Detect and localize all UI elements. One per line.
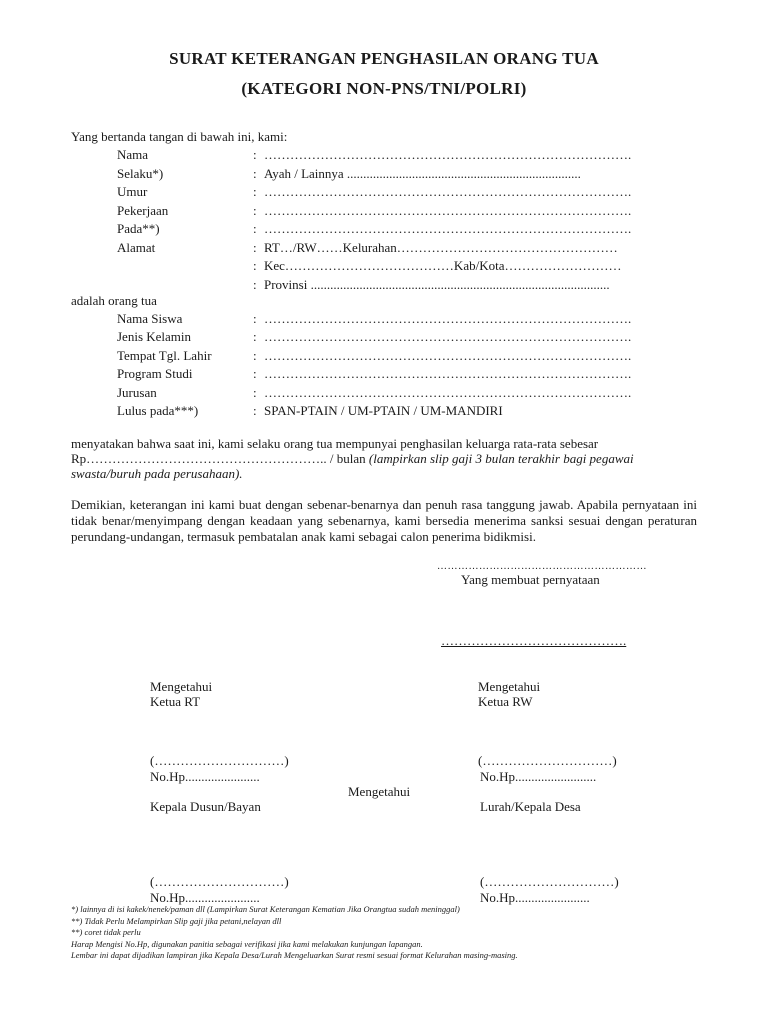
document-subtitle: (KATEGORI NON-PNS/TNI/POLRI)	[241, 79, 527, 98]
rw-name-line[interactable]: (…………………………)	[478, 753, 617, 768]
field-colon: :	[253, 240, 257, 255]
field-value[interactable]: ………………………………………………………………………….	[264, 366, 632, 381]
field-value[interactable]: Ayah / Lainnya ........................................................................	[264, 166, 581, 181]
field-value[interactable]: ………………………………………………………………………….	[264, 311, 632, 326]
center-head: Mengetahui	[348, 784, 411, 799]
field-value[interactable]: Kec…………………………………Kab/Kota………………………	[264, 258, 622, 273]
date-place-line[interactable]: ……………………………………………………	[437, 561, 647, 572]
document-title: SURAT KETERANGAN PENGHASILAN ORANG TUA	[169, 49, 599, 68]
rw-head: Mengetahui	[478, 679, 541, 694]
desa-phone[interactable]: No.Hp.......................	[480, 890, 590, 905]
footnotes	[71, 904, 518, 962]
field-colon: :	[253, 366, 257, 381]
footnote: **) coret tidak perlu	[71, 927, 141, 937]
rt-phone[interactable]: No.Hp.......................	[150, 769, 260, 784]
field-colon: :	[253, 166, 257, 181]
field-colon: :	[253, 147, 257, 162]
field-colon: :	[253, 221, 257, 236]
field-colon: :	[253, 203, 257, 218]
field-label: Umur	[117, 184, 148, 199]
field-label: Nama	[117, 147, 149, 162]
desa-role: Lurah/Kepala Desa	[480, 799, 581, 814]
rt-head: Mengetahui	[150, 679, 213, 694]
rt-role: Ketua RT	[150, 694, 201, 709]
intro-text: Yang bertanda tangan di bawah ini, kami:	[71, 129, 288, 144]
parent-of-text: adalah orang tua	[71, 293, 157, 308]
income-statement-note: (lampirkan slip gaji 3 bulan terakhir bagi pegawai swasta/buruh pada perusahaan).	[71, 451, 634, 481]
field-colon: :	[253, 348, 257, 363]
field-label: Lulus pada***)	[117, 403, 199, 418]
rw-phone[interactable]: No.Hp.........................	[480, 769, 597, 784]
field-colon: :	[253, 385, 257, 400]
rw-role: Ketua RW	[478, 694, 533, 709]
field-label: Nama Siswa	[117, 311, 183, 326]
field-label: Jurusan	[117, 385, 157, 400]
dusun-name-line[interactable]: (…………………………)	[150, 874, 289, 889]
footnote: Harap Mengisi No.Hp, digunakan panitia sebagai verifikasi jika kami melakukan kunjungan lapangan.	[71, 938, 423, 949]
desa-name-line[interactable]: (…………………………)	[480, 874, 619, 889]
footnote: **) Tidak Perlu Melampirkan Slip gaji jika petani,nelayan dll	[71, 915, 282, 926]
maker-label: Yang membuat pernyataan	[461, 572, 600, 587]
field-label: Pekerjaan	[117, 203, 169, 218]
field-value[interactable]: ………………………………………………………………………….	[264, 184, 632, 199]
field-value[interactable]: ………………………………………………………………………….	[264, 329, 632, 344]
field-value[interactable]: ………………………………………………………………………….	[264, 221, 632, 236]
field-label: Pada**)	[117, 221, 160, 236]
income-statement	[71, 436, 697, 481]
field-colon: :	[253, 403, 257, 418]
field-value[interactable]: RT…/RW……Kelurahan……………………………………………	[264, 240, 618, 255]
footnote: Lembar ini dapat dijadikan lampiran jika Kepala Desa/Lurah Mengeluarkan Surat resmi sesuai format Kelurahan masing-masing.	[71, 950, 518, 960]
field-label: Alamat	[117, 240, 156, 255]
field-colon: :	[253, 329, 257, 344]
field-label: Selaku*)	[117, 166, 164, 181]
field-label: Tempat Tgl. Lahir	[117, 348, 212, 363]
income-statement-text: menyatakan bahwa saat ini, kami selaku orang tua mempunyai penghasilan keluarga rata-rata sebesar Rp……………………………………………….. / bulan	[71, 436, 599, 466]
field-value[interactable]: SPAN-PTAIN / UM-PTAIN / UM-MANDIRI	[264, 403, 503, 418]
field-value[interactable]: ………………………………………………………………………….	[264, 147, 632, 162]
field-value[interactable]: ………………………………………………………………………….	[264, 203, 632, 218]
dusun-role: Kepala Dusun/Bayan	[150, 799, 261, 814]
field-colon: :	[253, 258, 257, 273]
field-colon: :	[253, 184, 257, 199]
field-label: Program Studi	[117, 366, 193, 381]
field-colon: :	[253, 311, 257, 326]
field-value[interactable]: ………………………………………………………………………….	[264, 385, 632, 400]
rt-name-line[interactable]: (…………………………)	[150, 753, 289, 768]
field-colon: :	[253, 277, 257, 292]
dusun-phone[interactable]: No.Hp.......................	[150, 890, 260, 905]
field-value[interactable]: ………………………………………………………………………….	[264, 348, 632, 363]
footnote: *) lainnya di isi kakek/nenek/paman dll (Lampirkan Surat Keterangan Kematian Jika Orangtua sudah meninggal)	[71, 904, 460, 914]
field-value[interactable]: Provinsi ............................................................................................	[264, 277, 610, 292]
maker-name-line[interactable]: …………………………………….	[441, 633, 627, 648]
field-label: Jenis Kelamin	[117, 329, 192, 344]
closing-paragraph: Demikian, keterangan ini kami buat dengan sebenar-benarnya dan penuh rasa tanggung jawab. Apabila pernyataan ini tidak benar/menyimpang dengan keadaan yang sebenarnya, kami bersedia menerima sanksi sesuai dengan peraturan perundang-undangan, termasuk pembatalan anak kami sebagai calon penerima bidikmisi.	[71, 497, 697, 544]
